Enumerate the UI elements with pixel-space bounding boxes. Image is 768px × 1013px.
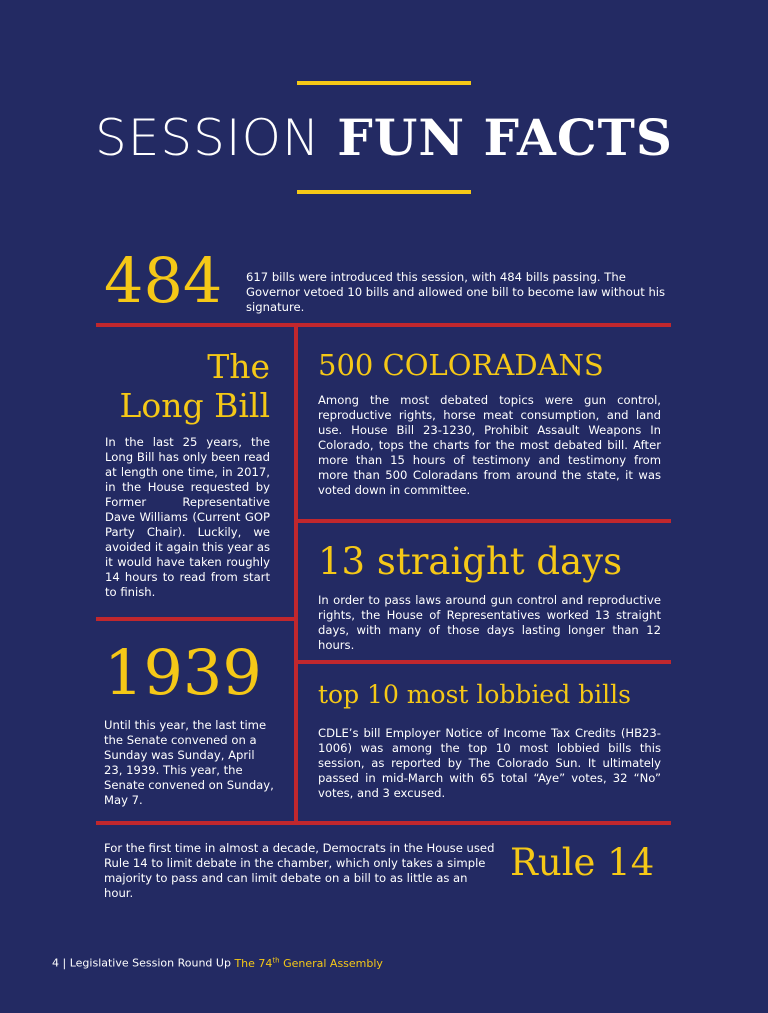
divider-right-1: [296, 519, 671, 523]
coloradans-heading: 500 COLORADANS: [318, 348, 604, 382]
title-bold: FUN FACTS: [337, 108, 673, 167]
year-1939-text: Until this year, the last time the Senate convened on a Sunday was Sunday, April 23, 1939. This year, the Senate convened on Sunday, May 7.: [104, 718, 274, 807]
coloradans-text: Among the most debated topics were gun control, reproductive rights, horse meat consumption, and land use. House Bill 23-1230, Prohibit Assault Weapons In Colorado, tops the charts for the most debated bill. After more than 15 hours of testimony and testimony from more than 500 Coloradans from around the state, it was voted down in committee.: [318, 393, 661, 497]
divider-right-2: [296, 660, 671, 664]
straight-days-heading: 13 straight days: [318, 540, 623, 583]
rule14-heading: Rule 14: [510, 841, 655, 884]
divider-vertical: [294, 323, 298, 823]
divider-top: [96, 323, 671, 327]
lobbied-heading: top 10 most lobbied bills: [318, 680, 632, 709]
page-title: [0, 108, 768, 167]
divider-left-mid: [96, 617, 296, 621]
page-number: 4: [52, 956, 59, 970]
rule14-text: For the first time in almost a decade, Democrats in the House used Rule 14 to limit debate in the chamber, which only takes a simple majority to pass and can limit debate on a bill to as little as an hour.: [104, 841, 495, 900]
page-footer: [52, 956, 383, 970]
straight-days-text: In order to pass laws around gun control and reproductive rights, the House of Representatives worked 13 straight days, with many of those days lasting longer than 12 hours.: [318, 593, 661, 652]
title-top-bar: [297, 81, 471, 85]
edition-label: The 74th General Assembly: [234, 956, 383, 970]
long-bill-heading-line1: The: [207, 347, 270, 386]
footer-separator: |: [62, 956, 67, 970]
long-bill-text: In the last 25 years, the Long Bill has only been read at length one time, in 2017, in the House requested by Former Representative Dave Williams (Current GOP Party Chair). Luckily, we avoided it again this year as it would have taken roughly 14 hours to read from start to finish.: [105, 435, 270, 599]
lobbied-text: CDLE’s bill Employer Notice of Income Tax Credits (HB23-1006) was among the top 10 most lobbied bills this session, as reported by The Colorado Sun. It ultimately passed in mid-March with 65 total “Aye” votes, 32 “No” votes, and 3 excused.: [318, 726, 661, 800]
year-1939-number: 1939: [104, 636, 262, 709]
divider-bottom: [96, 821, 671, 825]
publication-name: Legislative Session Round Up: [69, 956, 231, 970]
bills-number: 484: [104, 244, 223, 317]
long-bill-heading-line2: Long Bill: [119, 386, 270, 425]
bills-text: 617 bills were introduced this session, with 484 bills passing. The Governor vetoed 10 bills and allowed one bill to become law without his signature.: [246, 270, 666, 314]
title-light: SESSION: [95, 109, 321, 167]
title-bottom-bar: [297, 190, 471, 194]
